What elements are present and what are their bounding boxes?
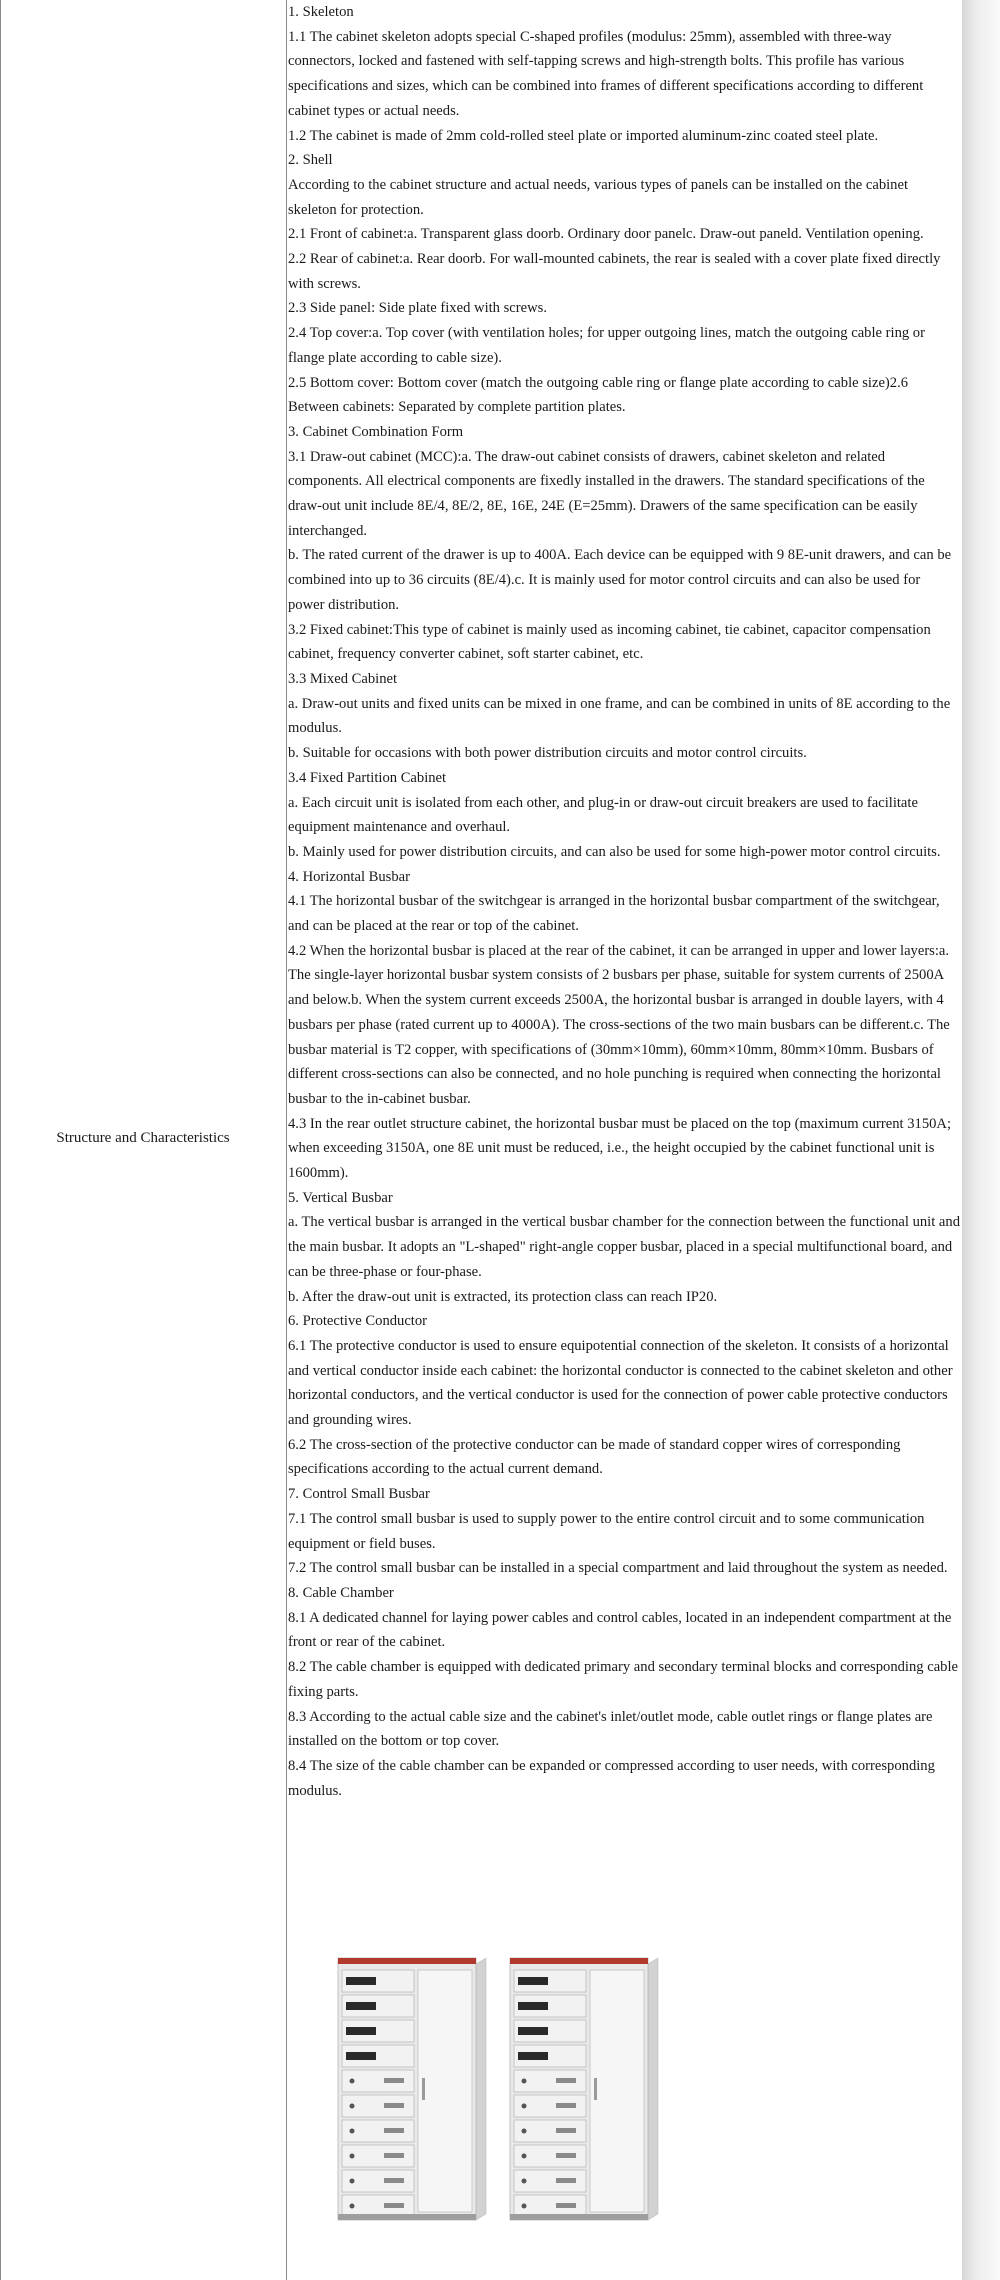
content-paragraph: 6.1 The protective conductor is used to ensure equipotential connection of the skeleton. It consists of a horizontal and vertical conductor inside each cabinet: the horizontal conductor is connected to the cabinet skeleton and other horizontal conductors, and the vertical conductor is used for the connection of power cable protective conductors and grounding wires. <box>288 1337 953 1429</box>
content-paragraph: 3. Cabinet Combination Form <box>288 423 464 440</box>
drawer-handle <box>384 2203 404 2208</box>
content-paragraph: 8.1 A dedicated channel for laying power cables and control cables, located in an independent compartment at the front or rear of the cabinet. <box>288 1609 952 1651</box>
door-handle <box>422 2078 425 2100</box>
drawer-indicator <box>522 2104 527 2109</box>
drawer-indicator <box>350 2079 355 2084</box>
drawer-handle <box>384 2103 404 2108</box>
switchgear-cabinets-image <box>330 1950 670 2230</box>
content-paragraph: b. The rated current of the drawer is up to 400A. Each device can be equipped with 9 8E-unit drawers, and can be combined into up to 36 circuits (8E/4).c. It is mainly used for motor control circuits and can also be used for power distribution. <box>288 547 952 613</box>
content-paragraph: 2.2 Rear of cabinet:a. Rear doorb. For wall-mounted cabinets, the rear is sealed with a cover plate fixed directly with screws. <box>288 251 941 292</box>
drawer-indicator <box>350 2154 355 2159</box>
content-paragraph: b. After the draw-out unit is extracted, its protection class can reach IP20. <box>288 1288 718 1305</box>
drawer-handle <box>556 2103 576 2108</box>
drawer-handle <box>384 2178 404 2183</box>
content-paragraph: 3.1 Draw-out cabinet (MCC):a. The draw-out cabinet consists of drawers, cabinet skeleton and related components. All electrical components are fixedly installed in the drawers. The standard specifications of the draw-out unit include 8E/4, 8E/2, 8E, 16E, 24E (E=25mm). Drawers of the same specification can be easily interchanged. <box>288 448 925 539</box>
drawer-indicator <box>350 2204 355 2209</box>
drawer-handle <box>556 2203 576 2208</box>
content-paragraph: 8.2 The cable chamber is equipped with dedicated primary and secondary terminal blocks and corresponding cable fixing parts. <box>288 1659 958 1700</box>
content-paragraph: b. Suitable for occasions with both power distribution circuits and motor control circuits. <box>288 745 807 762</box>
content-paragraph: 2. Shell <box>288 152 333 169</box>
drawer-display <box>346 1977 376 1985</box>
column-divider <box>286 0 287 2280</box>
drawer-handle <box>556 2153 576 2158</box>
drawer-handle <box>384 2128 404 2133</box>
content-paragraph: 3.4 Fixed Partition Cabinet <box>288 769 447 786</box>
drawer-handle <box>556 2078 576 2083</box>
content-paragraph: a. The vertical busbar is arranged in the vertical busbar chamber for the connection between the functional unit and the main busbar. It adopts an "L-shaped" right-angle copper busbar, placed in a special multifunctional board, and can be three-phase or four-phase. <box>288 1214 960 1280</box>
content-paragraph: 4. Horizontal Busbar <box>288 868 410 885</box>
door-handle <box>594 2078 597 2100</box>
cabinet-side-panel <box>648 1958 658 2220</box>
drawer-handle <box>556 2178 576 2183</box>
drawer-indicator <box>350 2129 355 2134</box>
content-paragraph: 7.1 The control small busbar is used to supply power to the entire control circuit and to some communication equipment or field buses. <box>288 1510 925 1552</box>
drawer-indicator <box>522 2129 527 2134</box>
cabinet-door <box>590 1970 644 2212</box>
content-paragraph: 4.3 In the rear outlet structure cabinet, the horizontal busbar must be placed on the top (maximum current 3150A; when exceeding 3150A, one 8E unit must be reduced, i.e., the height occupied by the cabinet functional unit is 1600mm). <box>288 1115 952 1182</box>
cabinet-top-strip <box>338 1958 476 1964</box>
content-paragraph: 1.2 The cabinet is made of 2mm cold-rolled steel plate or imported aluminum-zinc coated steel plate. <box>288 127 879 144</box>
drawer-indicator <box>522 2179 527 2184</box>
content-paragraph: 6. Protective Conductor <box>288 1313 428 1330</box>
drawer-display <box>346 2002 376 2010</box>
drawer-display <box>346 2052 376 2060</box>
content-paragraph: 1. Skeleton <box>288 4 354 20</box>
content-paragraph: 2.4 Top cover:a. Top cover (with ventilation holes; for upper outgoing lines, match the outgoing cable ring or flange plate according to cable size). <box>288 325 925 366</box>
drawer-handle <box>556 2128 576 2133</box>
content-paragraph: 7.2 The control small busbar can be installed in a special compartment and laid throughout the system as needed. <box>288 1560 948 1577</box>
content-paragraph: 5. Vertical Busbar <box>288 1189 393 1206</box>
content-paragraph: According to the cabinet structure and actual needs, various types of panels can be installed on the cabinet skeleton for protection. <box>288 176 909 218</box>
drawer-indicator <box>522 2204 527 2209</box>
content-paragraph: 1.1 The cabinet skeleton adopts special C-shaped profiles (modulus: 25mm), assembled with three-way connectors, locked and fastened with self-tapping screws and high-strength bolts. This profile has various specifications and sizes, which can be combined into frames of different specifications according to different cabinet types or actual needs. <box>288 28 924 119</box>
drawer-display <box>518 2027 548 2035</box>
content-paragraph: 2.3 Side panel: Side plate fixed with screws. <box>288 300 547 317</box>
content-paragraph: a. Draw-out units and fixed units can be mixed in one frame, and can be combined in units of 8E according to the modulus. <box>288 695 951 737</box>
content-paragraph: 4.2 When the horizontal busbar is placed at the rear of the cabinet, it can be arranged in upper and lower layers:a. The single-layer horizontal busbar system consists of 2 busbars per phase, suitable for system currents of 2500A and below.b. When the system current exceeds 2500A, the horizontal busbar is arranged in double layers, with 4 busbars per phase (rated current up to 4000A). The cross-sections of the two main busbars can be different.c. The busbar material is T2 copper, with specifications of (30mm×10mm), 60mm×10mm, 80mm×10mm. Busbars of different cross-sections can also be connected, and no hole punching is required when connecting the horizontal busbar to the in-cabinet busbar. <box>288 942 950 1107</box>
drawer-display <box>518 2002 548 2010</box>
row-content <box>288 0 960 1803</box>
drawer-handle <box>384 2078 404 2083</box>
content-paragraph: 7. Control Small Busbar <box>288 1486 430 1503</box>
drawer-display <box>518 1977 548 1985</box>
drawer-handle <box>384 2153 404 2158</box>
content-paragraph: 6.2 The cross-section of the protective conductor can be made of standard copper wires of corresponding specifications according to the actual current demand. <box>288 1436 901 1478</box>
cabinet-top-strip <box>510 1958 648 1964</box>
cabinet-door <box>418 1970 472 2212</box>
page-shadow <box>962 0 1000 2280</box>
cabinet-base <box>510 2214 648 2220</box>
content-paragraph: 2.1 Front of cabinet:a. Transparent glass doorb. Ordinary door panelc. Draw-out paneld. Ventilation opening. <box>288 226 924 243</box>
content-paragraph: 8. Cable Chamber <box>288 1585 394 1601</box>
cabinet-base <box>338 2214 476 2220</box>
drawer-indicator <box>350 2104 355 2109</box>
content-paragraph: 3.3 Mixed Cabinet <box>288 670 398 687</box>
content-paragraph: b. Mainly used for power distribution circuits, and can also be used for some high-power motor control circuits. <box>288 843 941 860</box>
drawer-indicator <box>522 2079 527 2084</box>
drawer-display <box>346 2027 376 2035</box>
content-paragraph: 3.2 Fixed cabinet:This type of cabinet is mainly used as incoming cabinet, tie cabinet, capacitor compensation cabinet, frequency converter cabinet, soft starter cabinet, etc. <box>288 621 931 663</box>
content-paragraph: a. Each circuit unit is isolated from each other, and plug-in or draw-out circuit breakers are used to facilitate equipment maintenance and overhaul. <box>288 794 918 836</box>
content-paragraph: 8.3 According to the actual cable size and the cabinet's inlet/outlet mode, cable outlet rings or flange plates are installed on the bottom or top cover. <box>288 1708 933 1750</box>
row-label: Structure and Characteristics <box>56 1130 230 1146</box>
cabinet-side-panel <box>476 1958 486 2220</box>
content-paragraph: 2.5 Bottom cover: Bottom cover (match the outgoing cable ring or flange plate according to cable size)2.6 Between cabinets: Separated by complete partition plates. <box>288 374 909 416</box>
drawer-indicator <box>522 2154 527 2159</box>
content-paragraph: 4.1 The horizontal busbar of the switchgear is arranged in the horizontal busbar compartment of the switchgear, and can be placed at the rear or top of the cabinet. <box>288 893 940 935</box>
drawer-display <box>518 2052 548 2060</box>
content-paragraph: 8.4 The size of the cable chamber can be expanded or compressed according to user needs, with corresponding modulus. <box>288 1757 935 1799</box>
drawer-indicator <box>350 2179 355 2184</box>
